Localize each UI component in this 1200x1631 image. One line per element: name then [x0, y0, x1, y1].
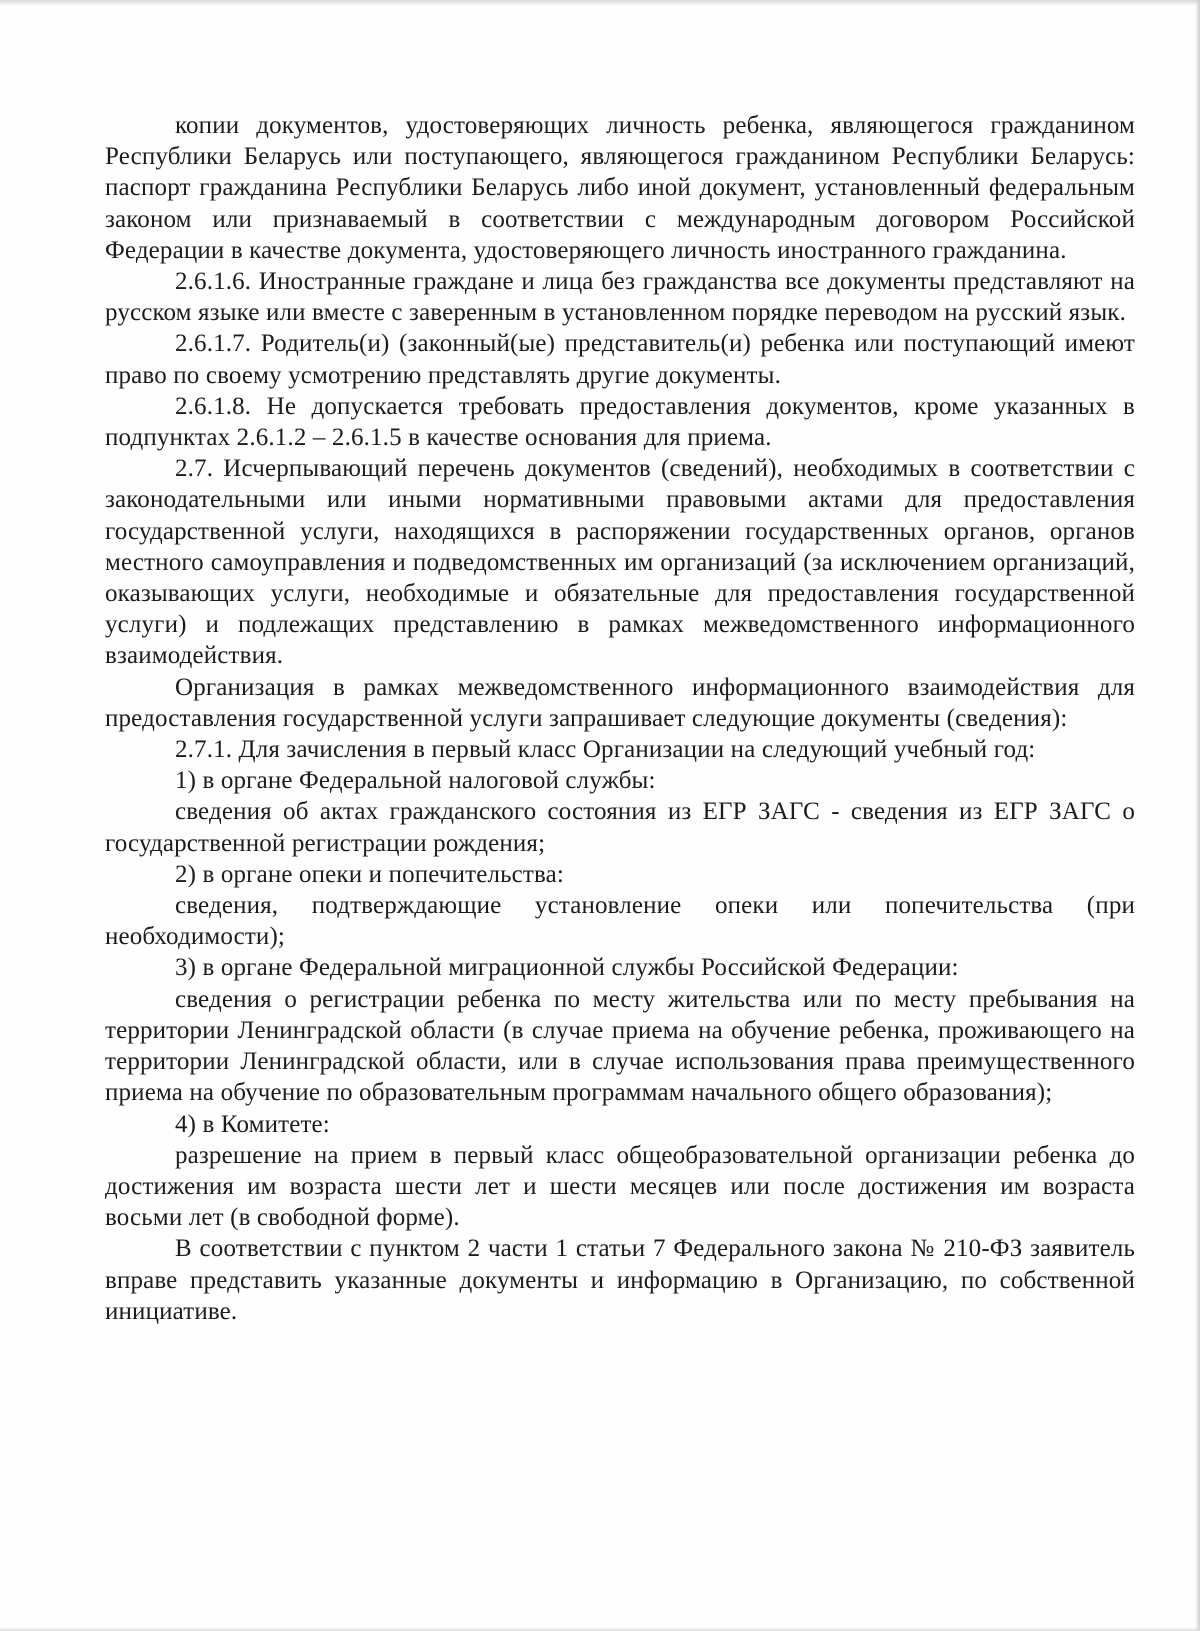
- paragraph-organization-request: Организация в рамках межведомственного информационного взаимодействия для предоставления государственной услуги запрашивает следующие документы (сведения):: [105, 673, 1135, 732]
- document-body: [105, 110, 1135, 1327]
- paragraph-2-7: 2.7. Исчерпывающий перечень документов (сведений), необходимых в соответствии с законодательными или иными нормативными правовыми актами для предоставления государственной услуги, находящихся в распоряжении государственных органов, органов местного самоуправления и подведомственных им организаций (за исключением организаций, оказывающих услуги, необходимые и обязательные для предоставления государственной услуги) и подлежащих представлению в рамках межведомственного информационного взаимодействия.: [105, 455, 1135, 670]
- scan-edge-right: [1195, 0, 1200, 1631]
- paragraph-2-6-1-8: 2.6.1.8. Не допускается требовать предоставления документов, кроме указанных в подпунктах 2.6.1.2 – 2.6.1.5 в качестве основания для приема.: [105, 392, 1135, 452]
- list-item-1-content: сведения об актах гражданского состояния из ЕГР ЗАГС - сведения из ЕГР ЗАГС о государственной регистрации рождения;: [105, 798, 1135, 857]
- list-item-4-content: разрешение на прием в первый класс общеобразовательной организации ребенка до достижения им возраста шести лет и шести месяцев или после достижения им возраста восьми лет (в свободной форме).: [105, 1141, 1135, 1232]
- paragraph-2-7-1: 2.7.1. Для зачисления в первый класс Организации на следующий учебный год:: [175, 736, 1036, 764]
- paragraph-own-initiative: В соответствии с пунктом 2 части 1 статьи 7 Федерального закона № 210-ФЗ заявитель вправе представить указанные документы и информацию в Организацию, по собственной инициативе.: [105, 1235, 1135, 1325]
- list-item-2-content: сведения, подтверждающие установление опеки или попечительства (при необходимости);: [105, 892, 1135, 951]
- paragraph-2-6-1-6: 2.6.1.6. Иностранные граждане и лица без гражданства все документы представляют на русском языке или вместе с заверенным в установленном порядке переводом на русский язык.: [105, 268, 1135, 327]
- list-item-1-heading: 1) в органе Федеральной налоговой службы:: [175, 767, 656, 795]
- list-item-2-heading: 2) в органе опеки и попечительства:: [175, 860, 564, 888]
- scan-edge-top: [0, 0, 1200, 6]
- paragraph-2-6-1-7: 2.6.1.7. Родитель(и) (законный(ые) представитель(и) ребенка или поступающий имеют право по своему усмотрению представлять другие документы.: [105, 330, 1135, 389]
- paragraph-identity-documents: копии документов, удостоверяющих личность ребенка, являющегося гражданином Республики Беларусь или поступающего, являющегося гражданином Республики Беларусь: паспорт гражданина Республики Беларусь либо иной документ, установленный федеральным законом или признаваемый в соответствии с международным договором Российской Федерации в качестве документа, удостоверяющего личность иностранного гражданина.: [105, 112, 1135, 264]
- list-item-3-content: сведения о регистрации ребенка по месту жительства или по месту пребывания на территории Ленинградской области (в случае приема на обучение ребенка, проживающего на территории Ленинградской области, или в случае использования права преимущественного приема на обучение по образовательным программам начального общего образования);: [105, 985, 1135, 1107]
- scan-edge-bottom: [0, 1627, 1200, 1631]
- list-item-4-heading: 4) в Комитете:: [175, 1110, 330, 1138]
- list-item-3-heading: 3) в органе Федеральной миграционной службы Российской Федерации:: [175, 954, 959, 982]
